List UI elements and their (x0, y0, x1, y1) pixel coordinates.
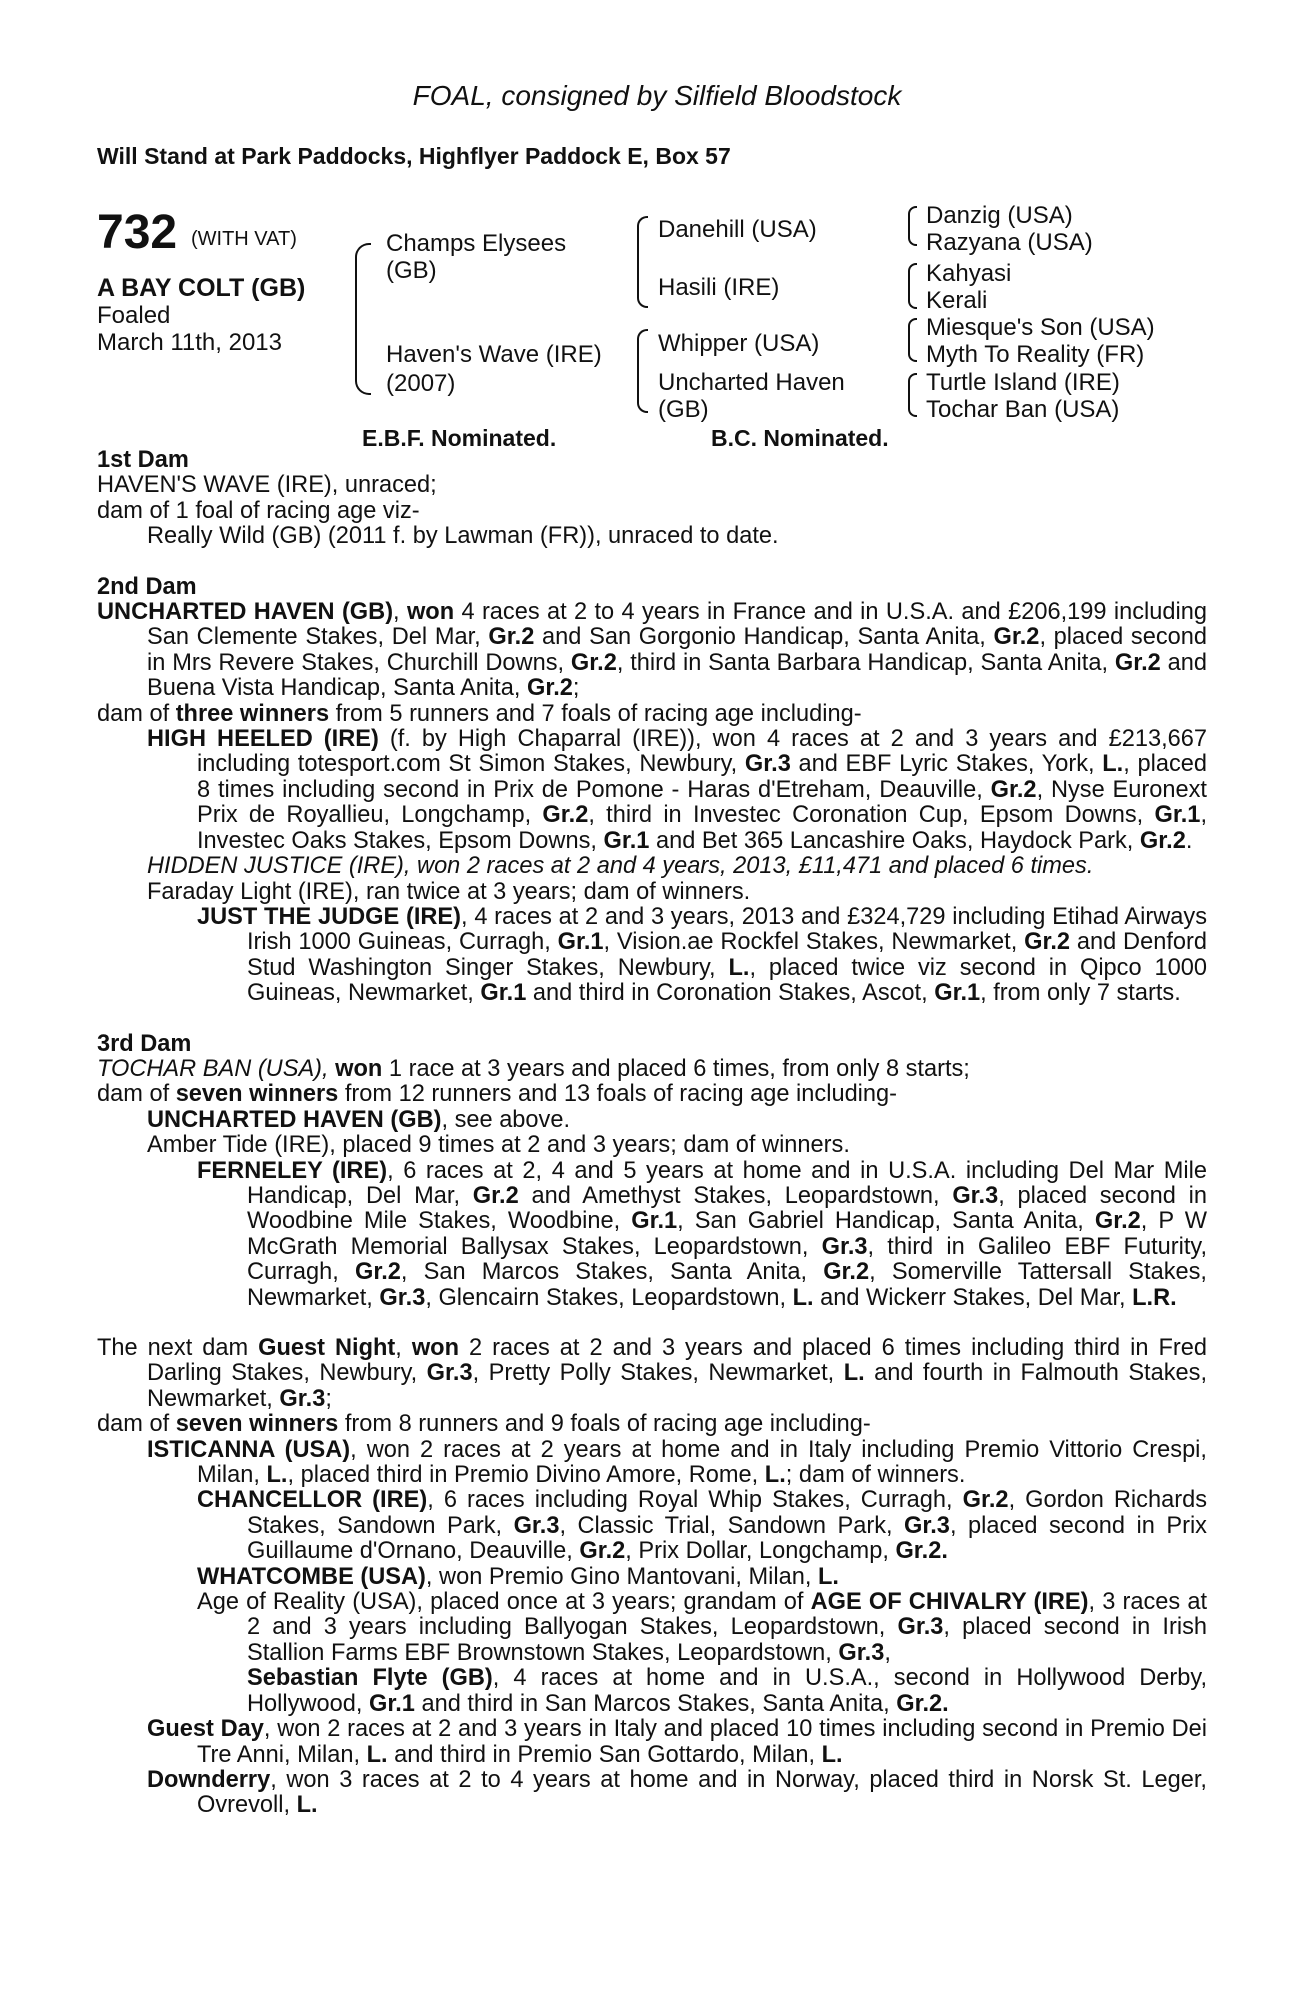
first-dam-line: dam of 1 foal of racing age viz- (97, 497, 420, 524)
produce-record: Amber Tide (IRE), placed 9 times at 2 and 3 years; dam of winners. (147, 1132, 850, 1159)
gen3-ancestor: Miesque's Son (USA) (926, 314, 1155, 341)
produce-record: JUST THE JUDGE (IRE), 4 races at 2 and 3 years, 2013 and £324,729 including Etihad Airways Irish 1000 Guineas, Curragh, Gr.1, Vision.ae Rockfel Stakes, Newmarket, Gr.2 and Denford Stud Washington Singer Stakes, Newbury, L., placed twice viz second in Qipco 1000 Guineas, Newmarket, Gr.1 and third in Coronation Stakes, Ascot, Gr.1, from only 7 starts. (197, 903, 1208, 1007)
produce-record: CHANCELLOR (IRE), 6 races including Royal Whip Stakes, Curragh, Gr.2, Gordon Richards Stakes, Sandown Park, Gr.3, Classic Trial, Sandown Park, Gr.3, placed second in Prix Guillaume d'Ornano, Deauville, Gr.2, Prix Dollar, Longchamp, Gr.2. (197, 1487, 1207, 1565)
pedigree-bracket (355, 243, 371, 395)
section-heading: 1st Dam (97, 447, 189, 473)
third-dam-record: TOCHAR BAN (USA), won 1 race at 3 years and placed 6 times, from only 8 starts; (97, 1055, 970, 1082)
second-dam-produce-summary: dam of three winners from 5 runners and 7 foals of racing age including- (97, 700, 862, 727)
gen3-ancestor: Turtle Island (IRE) (926, 369, 1120, 396)
first-dam-produce: Really Wild (GB) (2011 f. by Lawman (FR)), unraced to date. (147, 523, 779, 550)
produce-record: Guest Day, won 2 races at 2 and 3 years in Italy and placed 10 times including second in Premio Dei Tre Anni, Milan, L. and third in Premio San Gottardo, Milan, L. (147, 1716, 1208, 1768)
spacer (97, 1007, 1207, 1032)
produce-record: Faraday Light (IRE), ran twice at 3 years; dam of winners. (147, 878, 751, 905)
gen3-ancestor: Myth To Reality (FR) (926, 341, 1145, 368)
produce-record: Age of Reality (USA), placed once at 3 years; grandam of AGE OF CHIVALRY (IRE), 3 races at 2 and 3 years including Ballyogan Stakes, Leopardstown, Gr.3, placed second in Irish Stallion Farms EBF Brownstown Stakes, Leopardstown, Gr.3, Sebastian Flyte (GB), 4 races at home and in U.S.A., second in Hollywood Derby, Hollywood, Gr.1 and third in San Marcos Stakes, Santa Anita, Gr.2. (197, 1589, 1207, 1717)
bc-nominated: B.C. Nominated. (711, 425, 889, 451)
pedigree-bracket (637, 216, 648, 308)
next-dam-record: The next dam Guest Night, won 2 races at 2 and 3 years and placed 6 times including third in Fred Darling Stakes, Newbury, Gr.3, Pretty Polly Stakes, Newmarket, L. and fourth in Falmouth Stakes, Newmarket, Gr.3; (97, 1335, 1208, 1412)
gen3-ancestor: Tochar Ban (USA) (926, 396, 1120, 423)
gen3-ancestor: Kerali (926, 287, 988, 314)
produce-record: WHATCOMBE (USA), won Premio Gino Mantovani, Milan, L. (197, 1563, 839, 1590)
section-heading: 3rd Dam (97, 1030, 192, 1057)
pedigree-bracket (908, 373, 917, 417)
pedigree-bracket (908, 206, 917, 246)
lot-number: 732 (97, 206, 178, 259)
foaled-date: March 11th, 2013 (97, 329, 283, 356)
spacer (97, 550, 1207, 575)
sire-dam: Hasili (IRE) (658, 274, 780, 301)
horse-name: A BAY COLT (GB) (97, 274, 306, 302)
dam-dam-country: (GB) (658, 396, 709, 423)
gen3-ancestor: Kahyasi (926, 260, 1012, 287)
dam-sire: Whipper (USA) (658, 330, 820, 357)
catalogue-body (97, 448, 1207, 1819)
sire: Champs Elysees (386, 230, 567, 257)
second-dam-record: UNCHARTED HAVEN (GB), won 4 races at 2 to 4 years in France and in U.S.A. and £206,199 including San Clemente Stakes, Del Mar, Gr.2 and San Gorgonio Handicap, Santa Anita, Gr.2, placed second in Mrs Revere Stakes, Churchill Downs, Gr.2, third in Santa Barbara Handicap, Santa Anita, Gr.2 and Buena Vista Handicap, Santa Anita, Gr.2; (97, 599, 1208, 702)
dam-year: (2007) (386, 370, 456, 397)
gen3-ancestor: Danzig (USA) (926, 202, 1073, 229)
produce-record: FERNELEY (IRE), 6 races at 2, 4 and 5 years at home and in U.S.A. including Del Mar Mile Handicap, Del Mar, Gr.2 and Amethyst Stakes, Leopardstown, Gr.3, placed second in Woodbine Mile Stakes, Woodbine, Gr.1, San Gabriel Handicap, Santa Anita, Gr.2, P W McGrath Memorial Ballysax Stakes, Leopardstown, Gr.3, third in Galileo EBF Futurity, Curragh, Gr.2, San Marcos Stakes, Santa Anita, Gr.2, Somerville Tattersall Stakes, Newmarket, Gr.3, Glencairn Stakes, Leopardstown, L. and Wickerr Stakes, Del Mar, L.R. (197, 1157, 1207, 1311)
produce-record: UNCHARTED HAVEN (GB), see above. (147, 1106, 571, 1133)
sire-country: (GB) (386, 257, 437, 284)
pedigree-bracket (637, 329, 648, 413)
first-dam-line: HAVEN'S WAVE (IRE), unraced; (97, 472, 437, 499)
section-heading: 2nd Dam (97, 573, 197, 600)
foaled-label: Foaled (97, 302, 171, 329)
vat-label: (WITH VAT) (191, 228, 297, 250)
stand-location: Will Stand at Park Paddocks, Highflyer Paddock E, Box 57 (97, 143, 731, 169)
pedigree-bracket (908, 263, 917, 309)
gen3-ancestor: Razyana (USA) (926, 229, 1093, 256)
pedigree-bracket (908, 318, 917, 362)
produce-record: ISTICANNA (USA), won 2 races at 2 years at home and in Italy including Premio Vittorio Crespi, Milan, L., placed third in Premio Divino Amore, Rome, L.; dam of winners. (147, 1436, 1207, 1489)
ebf-nominated: E.B.F. Nominated. (362, 425, 557, 451)
spacer (97, 1311, 1207, 1336)
produce-record: Downderry, won 3 races at 2 to 4 years at home and in Norway, placed third in Norsk St. Leger, Ovrevoll, L. (147, 1766, 1207, 1819)
sire-sire: Danehill (USA) (658, 216, 817, 243)
produce-record: HIGH HEELED (IRE) (f. by High Chaparral (IRE)), won 4 races at 2 and 3 years and £213,667 including totesport.com St Simon Stakes, Newbury, Gr.3 and EBF Lyric Stakes, York, L., placed 8 times including second in Prix de Pomone - Haras d'Etreham, Deauville, Gr.2, Nyse Euronext Prix de Royallieu, Longchamp, Gr.2, third in Investec Coronation Cup, Epsom Downs, Gr.1, Investec Oaks Stakes, Epsom Downs, Gr.1 and Bet 365 Lancashire Oaks, Haydock Park, Gr.2. (147, 726, 1207, 854)
dam-dam: Uncharted Haven (658, 369, 845, 396)
next-dam-produce-summary: dam of seven winners from 8 runners and 9 foals of racing age including- (97, 1411, 871, 1438)
page-title: FOAL, consigned by Silfield Bloodstock (412, 80, 902, 111)
third-dam-produce-summary: dam of seven winners from 12 runners and 13 foals of racing age including- (97, 1081, 898, 1108)
produce-record: HIDDEN JUSTICE (IRE), won 2 races at 2 and 4 years, 2013, £11,471 and placed 6 times. (147, 853, 1094, 880)
dam: Haven's Wave (IRE) (386, 341, 602, 368)
